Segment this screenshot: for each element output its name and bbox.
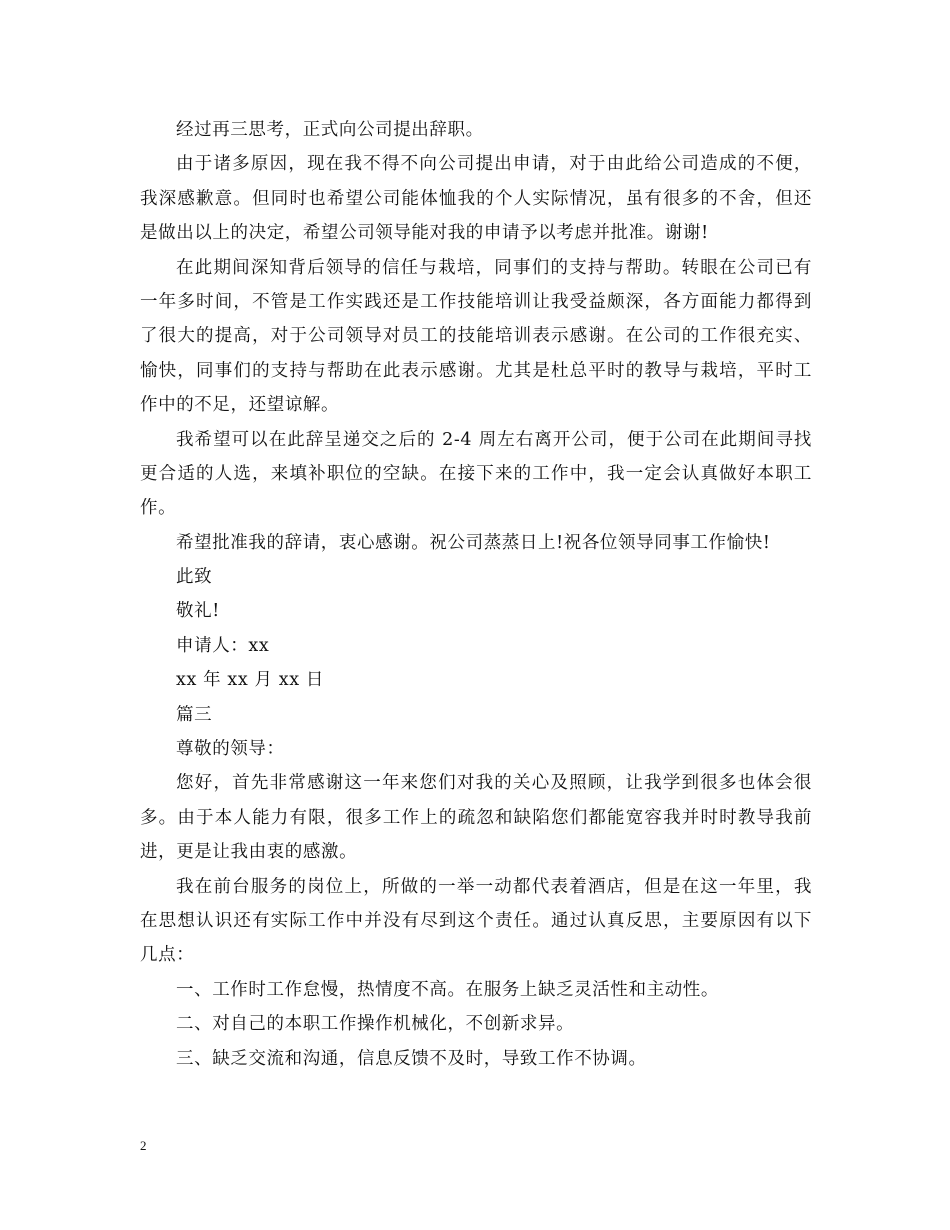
text-line: 作。 [140, 498, 177, 519]
document-body [140, 113, 812, 1076]
text-line: 一年多时间，不管是工作实践还是工作技能培训让我受益颇深，各方面能力都得到 [140, 291, 812, 312]
text-line: 尊敬的领导： [176, 739, 285, 760]
text-line: 在此期间深知背后领导的信任与栽培，同事们的支持与帮助。转眼在公司已有 [176, 257, 812, 278]
text-line: 我希望可以在此辞呈递交之后的 2-4 周左右离开公司，便于公司在此期间寻找 [176, 429, 812, 450]
text-line: 一、工作时工作怠慢，热情度不高。在服务上缺乏灵活性和主动性。 [176, 979, 719, 1000]
text-line: 希望批准我的辞请，衷心感谢。祝公司蒸蒸日上!祝各位领导同事工作愉快! [176, 532, 771, 553]
text-line: 此致 [176, 567, 213, 588]
text-line: 进，更是让我由衷的感激。 [140, 842, 358, 863]
text-line: 敬礼! [176, 601, 220, 622]
text-line: 二、对自己的本职工作操作机械化，不创新求异。 [176, 1014, 575, 1035]
text-line: 多。由于本人能力有限，很多工作上的疏忽和缺陷您们都能宽容我并时时教导我前 [140, 807, 812, 828]
text-line: 愉快，同事们的支持与帮助在此表示感谢。尤其是杜总平时的教导与栽培，平时工 [140, 360, 812, 381]
text-line: 我深感歉意。但同时也希望公司能体恤我的个人实际情况，虽有很多的不舍，但还 [140, 188, 812, 209]
text-line: 篇三 [176, 704, 213, 725]
text-line: 了很大的提高，对于公司领导对员工的技能培训表示感谢。在公司的工作很充实、 [140, 326, 812, 347]
text-line: 我在前台服务的岗位上，所做的一举一动都代表着酒店，但是在这一年里，我 [176, 876, 812, 897]
text-line: 三、缺乏交流和沟通，信息反馈不及时，导致工作不协调。 [176, 1048, 647, 1069]
text-line: 几点： [140, 945, 195, 966]
text-line: 申请人：xx [176, 635, 270, 656]
text-line: 经过再三思考，正式向公司提出辞职。 [176, 120, 484, 140]
text-line: 由于诸多原因，现在我不得不向公司提出申请，对于由此给公司造成的不便， [176, 154, 812, 175]
text-line: 您好，首先非常感谢这一年来您们对我的关心及照顾，让我学到很多也体会很 [176, 773, 812, 794]
text-line: 作中的不足，还望谅解。 [140, 395, 340, 416]
text-line: 是做出以上的决定，希望公司领导能对我的申请予以考虑并批准。谢谢! [140, 223, 709, 244]
page-number: 2 [140, 1138, 147, 1153]
text-line: xx 年 xx 月 xx 日 [176, 670, 324, 691]
text-line: 更合适的人选，来填补职位的空缺。在接下来的工作中，我一定会认真做好本职工 [140, 463, 812, 484]
text-line: 在思想认识还有实际工作中并没有尽到这个责任。通过认真反思，主要原因有以下 [140, 910, 812, 931]
